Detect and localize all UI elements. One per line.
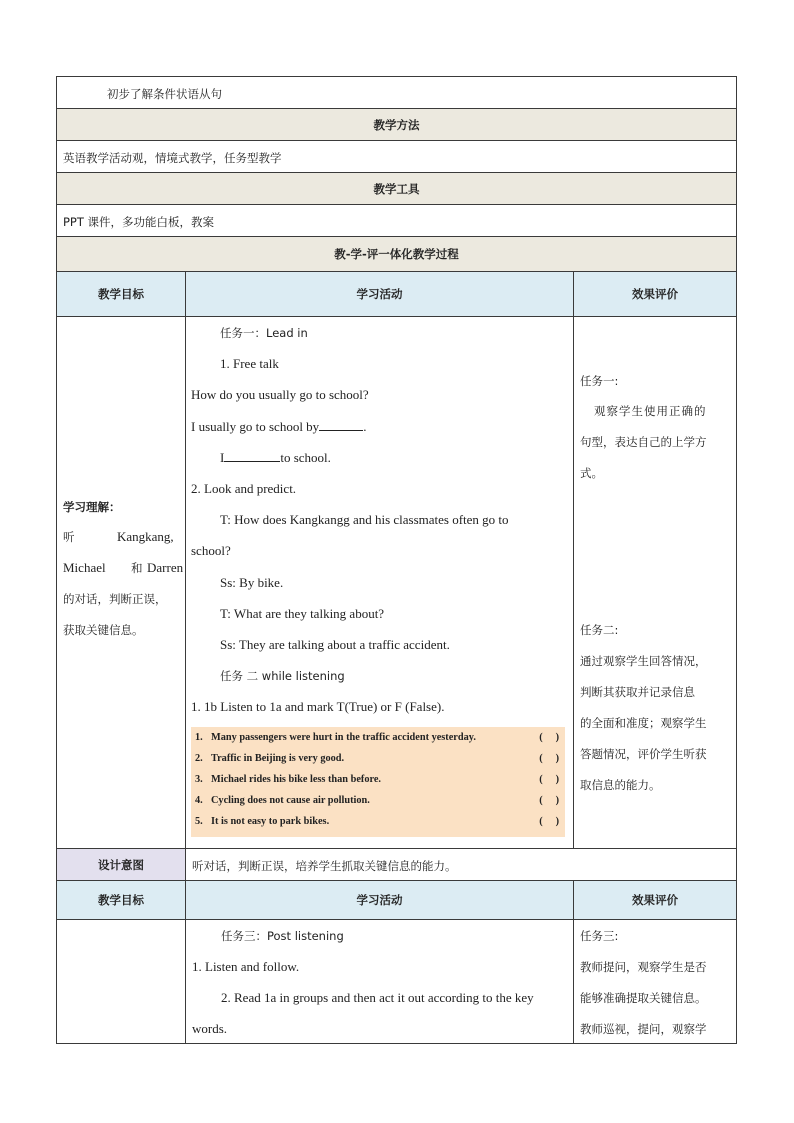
answer-line: I to school. — [220, 450, 331, 465]
section2-goal-cell — [56, 919, 186, 1044]
student-answer: Ss: By bike. — [220, 575, 284, 590]
intro-row — [56, 76, 737, 109]
answer-bracket[interactable]: ( ) — [539, 794, 559, 806]
answer-line: I usually go to school by . — [191, 419, 367, 434]
tf-item: 2. Traffic in Beijing is very good. ( ) — [195, 748, 563, 768]
tools-row — [56, 204, 737, 237]
question-line: How do you usually go to school? — [191, 387, 369, 402]
task1-title: 任务一：Lead in — [220, 326, 308, 340]
eval-task1-label: 任务一: — [580, 374, 619, 388]
eval-line: 式。 — [580, 466, 603, 480]
answer-blank — [224, 450, 280, 462]
eval-task2-label: 任务二: — [580, 623, 619, 637]
eval-task3-label: 任务三: — [580, 929, 619, 943]
goal-line: 和 — [131, 561, 143, 575]
tools-header: 教学工具 — [56, 172, 737, 205]
eval-line: 观察学生使用正确的 — [594, 404, 707, 418]
goal-line: 的对话，判断正误， — [63, 592, 167, 606]
eval-line: 教师提问，观察学生是否 — [580, 960, 707, 974]
answer-bracket[interactable]: ( ) — [539, 773, 559, 785]
methods-header: 教学方法 — [56, 108, 737, 141]
section1-goal-cell — [56, 316, 186, 849]
answer-blank — [319, 419, 363, 431]
task2-title: 任务 二 while listening — [220, 669, 345, 683]
goal-line: Kangkang, — [117, 529, 174, 544]
lesson-plan-table — [56, 76, 737, 1044]
goal-line: Darren — [147, 560, 184, 575]
eval-line: 教师巡视，提问，观察学 — [580, 1022, 707, 1036]
goal-line: 听 — [63, 530, 75, 544]
teacher-question: T: What are they talking about? — [220, 606, 385, 621]
eval-line: 判断其获取并记录信息 — [580, 685, 695, 699]
student-answer: Ss: They are talking about a traffic accident. — [220, 637, 450, 652]
tools-content: PPT 课件，多功能白板，教案 — [63, 215, 215, 229]
design-content: 听对话，判断正误，培养学生抓取关键信息的能力。 — [192, 859, 457, 873]
answer-bracket[interactable]: ( ) — [539, 731, 559, 743]
eval-line: 答题情况，评价学生听获 — [580, 747, 707, 761]
activity-line: 2. Read 1a in groups and then act it out according to the key — [221, 990, 534, 1005]
tf-item: 4. Cycling does not cause air pollution. ( ) — [195, 790, 563, 810]
goal-line: 获取关键信息。 — [63, 623, 144, 637]
tf-item: 1. Many passengers were hurt in the traffic accident yesterday. ( ) — [195, 727, 563, 747]
section1-evaluation-cell — [573, 316, 737, 849]
activity-line: 1. Listen and follow. — [192, 959, 300, 974]
eval-line: 通过观察学生回答情况， — [580, 654, 707, 668]
tf-instruction: 1. 1b Listen to 1a and mark T(True) or F (False). — [191, 699, 445, 714]
section2-activity-cell — [185, 919, 574, 1044]
teacher-question-cont: school? — [191, 543, 231, 558]
col-header-activity: 学习活动 — [185, 880, 574, 920]
task3-title: 任务三：Post listening — [221, 929, 344, 943]
process-title: 教-学-评一体化教学过程 — [56, 236, 737, 272]
true-false-exercise — [191, 727, 565, 837]
methods-content: 英语教学活动观，情境式教学，任务型教学 — [63, 151, 282, 165]
goal-line: Michael — [63, 560, 106, 575]
free-talk: 1. Free talk — [220, 356, 279, 371]
col-header-evaluation: 效果评价 — [573, 271, 737, 317]
design-label: 设计意图 — [56, 848, 186, 881]
methods-row — [56, 140, 737, 173]
tf-item: 3. Michael rides his bike less than before. ( ) — [195, 769, 563, 789]
answer-bracket[interactable]: ( ) — [539, 752, 559, 764]
eval-line: 取信息的能力。 — [580, 778, 661, 792]
col-header-activity: 学习活动 — [185, 271, 574, 317]
teacher-question: T: How does Kangkangg and his classmates often go to — [220, 512, 509, 527]
col-header-evaluation: 效果评价 — [573, 880, 737, 920]
look-predict: 2. Look and predict. — [191, 481, 297, 496]
answer-bracket[interactable]: ( ) — [539, 815, 559, 827]
col-header-goal: 教学目标 — [56, 271, 186, 317]
eval-line: 句型，表达自己的上学方 — [580, 435, 707, 449]
intro-text: 初步了解条件状语从句 — [107, 87, 222, 101]
section2-evaluation-cell — [573, 919, 737, 1044]
eval-line: 的全面和准度；观察学生 — [580, 716, 707, 730]
goal-heading: 学习理解： — [63, 500, 121, 514]
col-header-goal: 教学目标 — [56, 880, 186, 920]
activity-line: words. — [192, 1021, 228, 1036]
eval-line: 能够准确提取关键信息。 — [580, 991, 707, 1005]
tf-item: 5. It is not easy to park bikes. ( ) — [195, 811, 563, 831]
design-row — [185, 848, 737, 881]
